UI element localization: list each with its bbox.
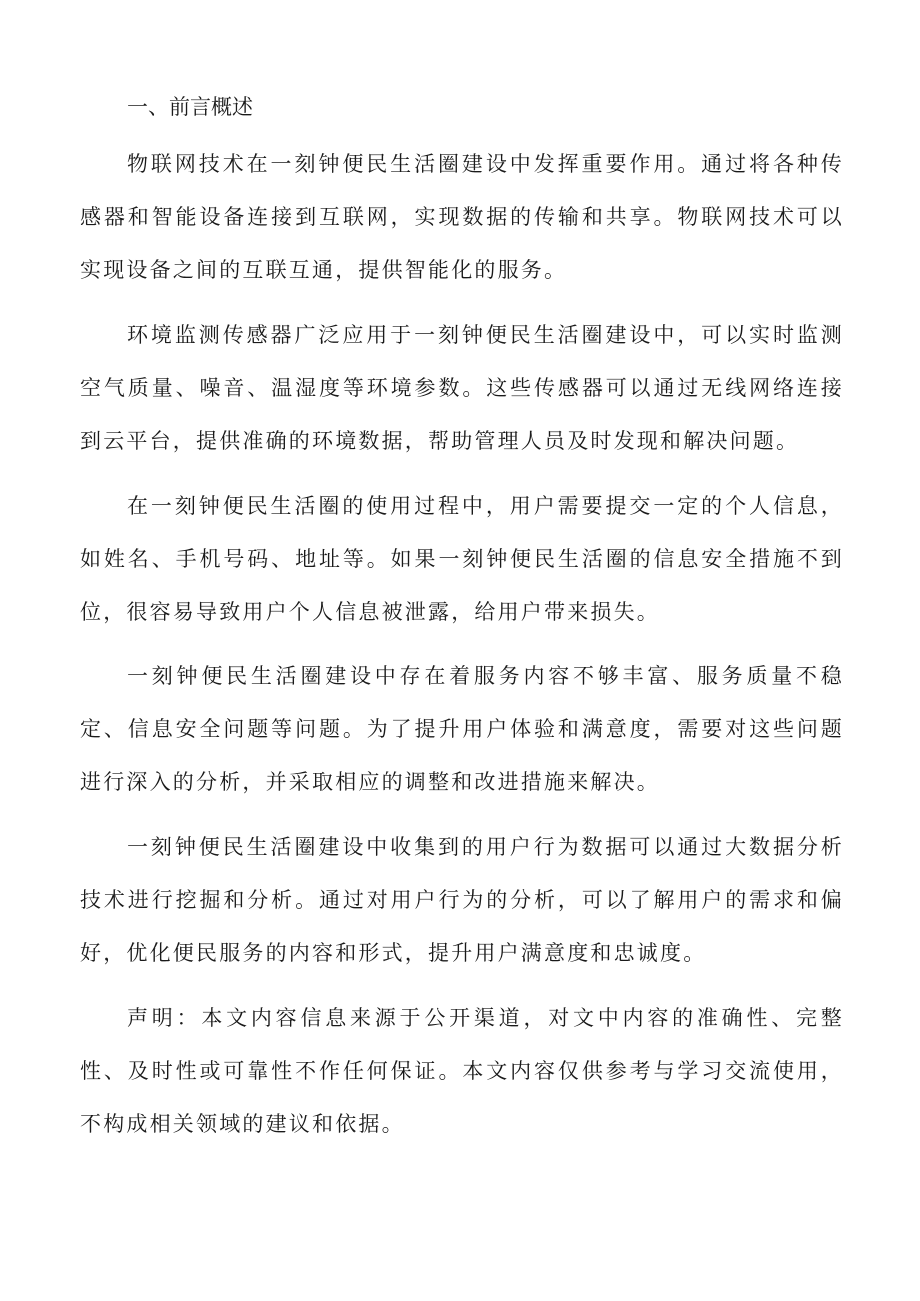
paragraph-iot-technology: 物联网技术在一刻钟便民生活圈建设中发挥重要作用。通过将各种传感器和智能设备连接到互联网，实现数据的传输和共享。物联网技术可以实现设备之间的互联互通，提供智能化的服务。 — [80, 152, 844, 282]
paragraph-user-behavior-data: 一刻钟便民生活圈建设中收集到的用户行为数据可以通过大数据分析技术进行挖掘和分析。通过对用户行为的分析，可以了解用户的需求和偏好，优化便民服务的内容和形式，提升用户满意度和忠诚度。 — [80, 835, 844, 965]
section-heading: 一、前言概述 — [127, 95, 253, 119]
paragraph-environment-sensors: 环境监测传感器广泛应用于一刻钟便民生活圈建设中，可以实时监测空气质量、噪音、温湿度等环境参数。这些传感器可以通过无线网络连接到云平台，提供准确的环境数据，帮助管理人员及时发现和解决问题。 — [80, 323, 844, 453]
paragraph-disclaimer: 声明：本文内容信息来源于公开渠道，对文中内容的准确性、完整性、及时性或可靠性不作任何保证。本文内容仅供参考与学习交流使用，不构成相关领域的建议和依据。 — [80, 1006, 844, 1136]
paragraph-personal-information: 在一刻钟便民生活圈的使用过程中，用户需要提交一定的个人信息，如姓名、手机号码、地址等。如果一刻钟便民生活圈的信息安全措施不到位，很容易导致用户个人信息被泄露，给用户带来损失。 — [80, 494, 844, 624]
paragraph-existing-problems: 一刻钟便民生活圈建设中存在着服务内容不够丰富、服务质量不稳定、信息安全问题等问题。为了提升用户体验和满意度，需要对这些问题进行深入的分析，并采取相应的调整和改进措施来解决。 — [80, 664, 844, 794]
